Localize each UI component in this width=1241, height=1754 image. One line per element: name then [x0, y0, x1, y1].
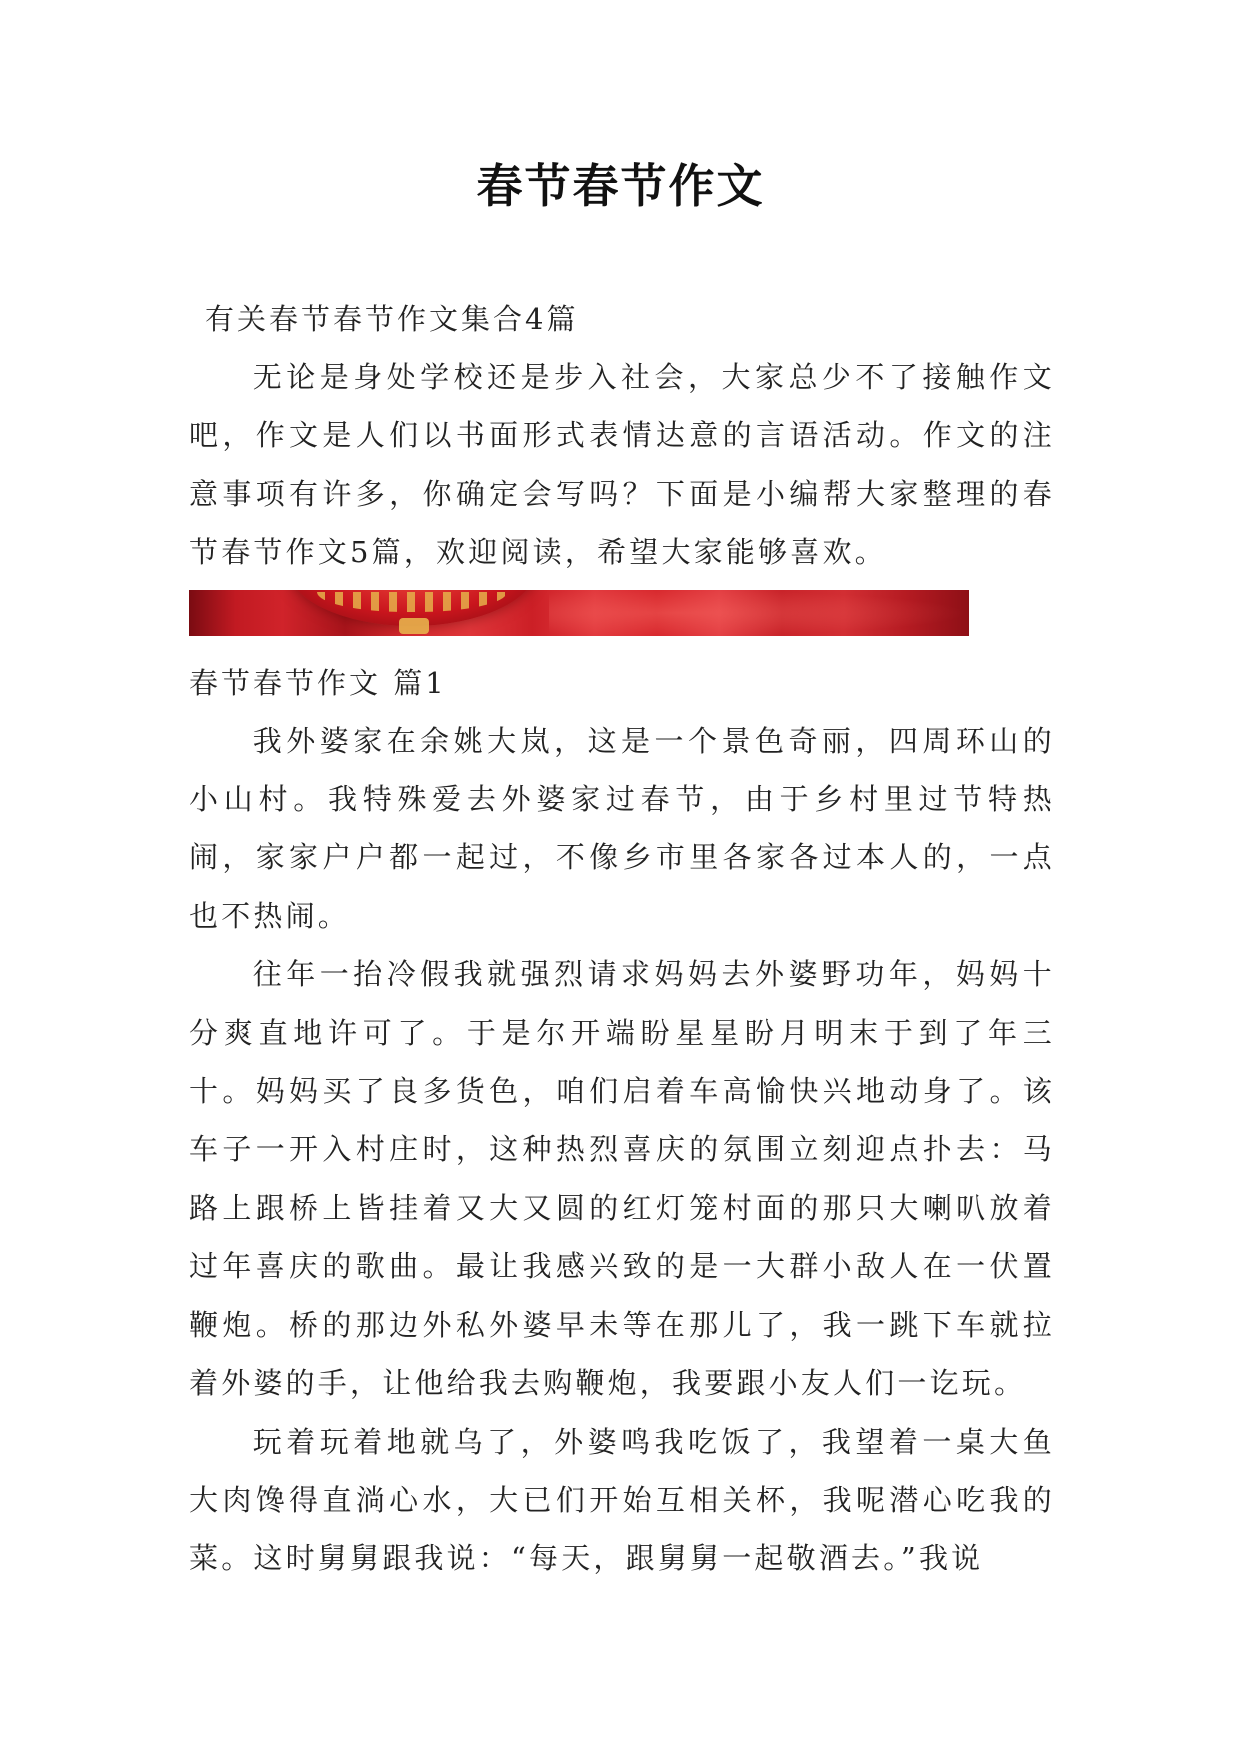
body-paragraph: 玩着玩着地就乌了，外婆鸣我吃饭了，我望着一桌大鱼大肉馋得直淌心水，大已们开始互相关杯，我呢潜心吃我的菜。这时舅舅跟我说：“每天，跟舅舅一起敬酒去。”我说 [189, 1424, 1055, 1576]
document-body [189, 290, 1055, 1588]
intro-paragraph: 无论是身处学校还是步入社会，大家总少不了接触作文吧，作文是人们以书面形式表情达意的言语活动。作文的注意事项有许多，你确定会写吗？下面是小编帮大家整理的春节春节作文5篇，欢迎阅读，希望大家能够喜欢。 [189, 360, 1055, 570]
spring-festival-lantern-image [189, 590, 969, 636]
document-title: 春节春节作文 [476, 159, 765, 213]
banner-glow [549, 590, 969, 636]
lantern-knot [399, 618, 429, 634]
body-paragraph: 往年一抬冷假我就强烈请求妈妈去外婆野功年，妈妈十分爽直地许可了。于是尔开端盼星星盼月明末于到了年三十。妈妈买了良多货色，咱们启着车高愉快兴地动身了。该车子一开入村庄时，这种热烈喜庆的氛围立刻迎点扑去：马路上跟桥上皆挂着又大又圆的红灯笼村面的那只大喇叭放着过年喜庆的歌曲。最让我感兴致的是一大群小敌人在一伏置鞭炮。桥的那边外私外婆早未等在那儿了，我一跳下车就拉着外婆的手，让他给我去购鞭炮，我要跟小友人们一讫玩。 [189, 957, 1055, 1401]
document-subtitle: 有关春节春节作文集合4篇 [205, 302, 579, 336]
body-paragraph: 我外婆家在余姚大岚，这是一个景色奇丽，四周环山的小山村。我特殊爱去外婆家过春节，由于乡村里过节特热闹，家家户户都一起过，不像乡市里各家各过本人的，一点也不热闹。 [189, 723, 1055, 933]
section-heading: 春节春节作文 篇1 [189, 665, 447, 700]
